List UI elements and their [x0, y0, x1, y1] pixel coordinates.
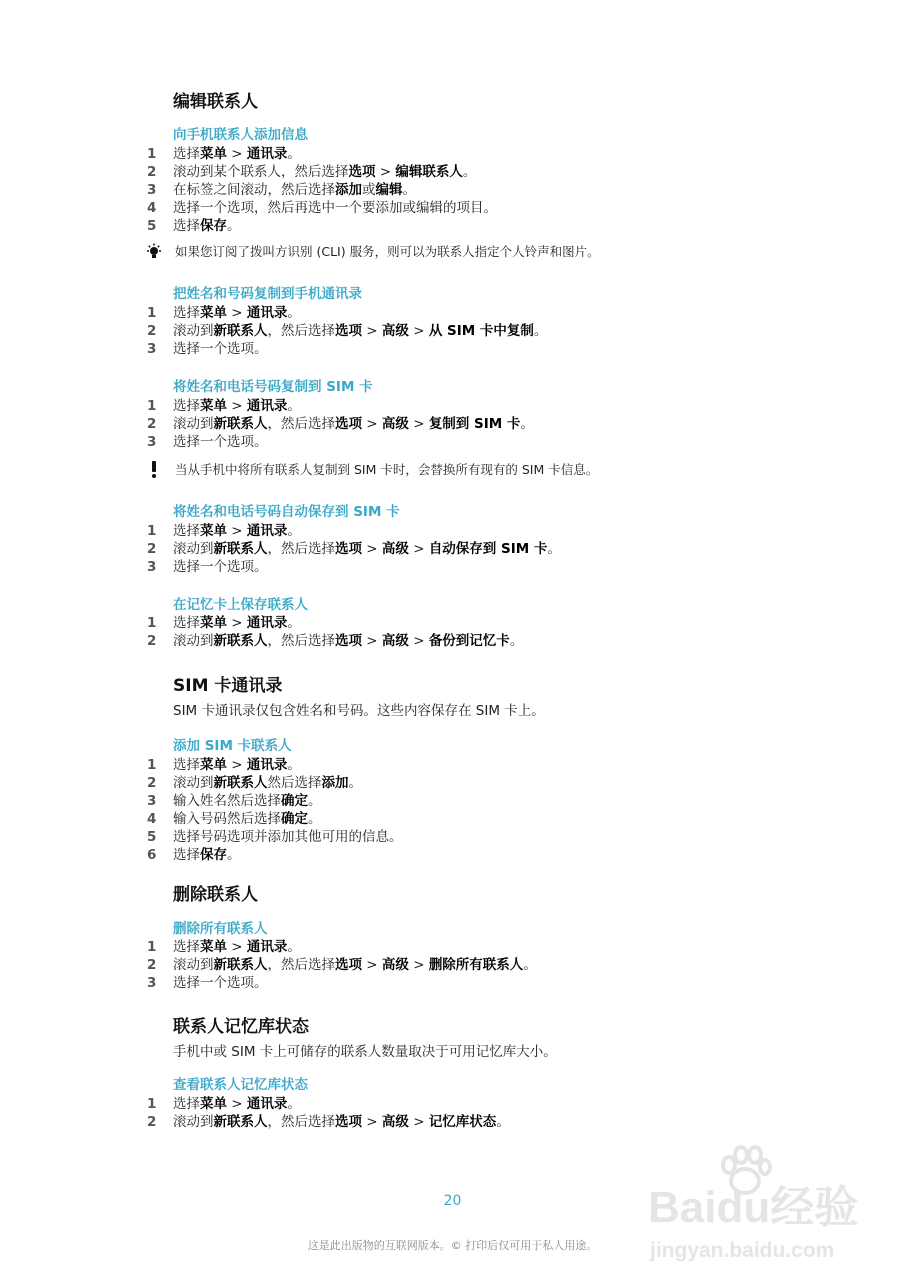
list-item — [0, 433, 905, 451]
step-number: 3 — [147, 434, 157, 450]
list-item — [0, 540, 905, 558]
subheading-copy-from-sim: 把姓名和号码复制到手机通讯录 — [173, 286, 362, 302]
step-number: 1 — [147, 146, 157, 162]
step-text: 选择菜单 > 通讯录。 — [173, 523, 301, 539]
list-item — [0, 322, 905, 340]
subheading-copy-to-sim: 将姓名和电话号码复制到 SIM 卡 — [173, 379, 373, 395]
list-item — [0, 397, 905, 415]
list-item — [0, 199, 905, 217]
list-item — [0, 145, 905, 163]
lightbulb-icon — [145, 243, 163, 261]
list-item — [0, 1095, 905, 1113]
step-number: 4 — [147, 811, 157, 827]
step-number: 3 — [147, 182, 157, 198]
step-text: 选择菜单 > 通讯录。 — [173, 305, 301, 321]
subheading-add-info: 向手机联系人添加信息 — [173, 127, 308, 143]
warning-note — [0, 460, 905, 480]
step-text: 滚动到新联系人，然后选择选项 > 高级 > 自动保存到 SIM 卡。 — [173, 541, 561, 557]
step-number: 4 — [147, 200, 157, 216]
step-text: 选择保存。 — [173, 218, 241, 234]
step-number: 2 — [147, 775, 157, 791]
subheading-check-memory: 查看联系人记忆库状态 — [173, 1077, 308, 1093]
subheading-auto-save: 将姓名和电话号码自动保存到 SIM 卡 — [173, 504, 400, 520]
warning-text: 当从手机中将所有联系人复制到 SIM 卡时，会替换所有现有的 SIM 卡信息。 — [175, 462, 599, 477]
step-number: 6 — [147, 847, 157, 863]
step-number: 1 — [147, 398, 157, 414]
section-title-edit: 编辑联系人 — [173, 92, 258, 112]
step-text: 选择菜单 > 通讯录。 — [173, 757, 301, 773]
exclamation-icon — [145, 461, 163, 479]
list-item — [0, 522, 905, 540]
subheading-delete-all: 删除所有联系人 — [173, 921, 268, 937]
step-text: 选择菜单 > 通讯录。 — [173, 615, 301, 631]
list-item — [0, 632, 905, 650]
list-item — [0, 558, 905, 576]
sim-description: SIM 卡通讯录仅包含姓名和号码。这些内容保存在 SIM 卡上。 — [173, 703, 545, 719]
step-text: 选择号码选项并添加其他可用的信息。 — [173, 829, 403, 845]
list-item — [0, 938, 905, 956]
step-number: 3 — [147, 975, 157, 991]
list-item — [0, 181, 905, 199]
step-text: 输入号码然后选择确定。 — [173, 811, 322, 827]
list-item — [0, 774, 905, 792]
subheading-memory-card: 在记忆卡上保存联系人 — [173, 597, 308, 613]
step-number: 2 — [147, 164, 157, 180]
step-number: 3 — [147, 559, 157, 575]
step-text: 滚动到某个联系人，然后选择选项 > 编辑联系人。 — [173, 164, 477, 180]
section-title-sim: SIM 卡通讯录 — [173, 676, 283, 696]
memory-description: 手机中或 SIM 卡上可储存的联系人数量取决于可用记忆库大小。 — [173, 1044, 557, 1060]
list-item — [0, 828, 905, 846]
list-item — [0, 956, 905, 974]
baidu-watermark — [640, 1143, 880, 1273]
footer-notice: 这是此出版物的互联网版本。© 打印后仅可用于私人用途。 — [307, 1239, 598, 1252]
step-text: 输入姓名然后选择确定。 — [173, 793, 322, 809]
step-number: 3 — [147, 341, 157, 357]
page-number: 20 — [443, 1193, 462, 1209]
step-text: 滚动到新联系人，然后选择选项 > 高级 > 删除所有联系人。 — [173, 957, 537, 973]
step-number: 1 — [147, 615, 157, 631]
list-item — [0, 1113, 905, 1131]
step-number: 2 — [147, 541, 157, 557]
step-text: 选择一个选项。 — [173, 975, 268, 991]
step-text: 在标签之间滚动，然后选择添加或编辑。 — [173, 182, 416, 198]
step-number: 3 — [147, 793, 157, 809]
step-number: 1 — [147, 305, 157, 321]
step-text: 选择保存。 — [173, 847, 241, 863]
section-title-memory: 联系人记忆库状态 — [173, 1017, 309, 1037]
step-text: 选择菜单 > 通讯录。 — [173, 1096, 301, 1112]
list-item — [0, 614, 905, 632]
step-text: 选择一个选项，然后再选中一个要添加或编辑的项目。 — [173, 200, 497, 216]
step-number: 2 — [147, 416, 157, 432]
subheading-add-sim: 添加 SIM 卡联系人 — [173, 738, 292, 754]
list-item — [0, 163, 905, 181]
step-number: 2 — [147, 957, 157, 973]
step-number: 1 — [147, 939, 157, 955]
tip-note — [0, 242, 905, 262]
list-item — [0, 415, 905, 433]
list-item — [0, 304, 905, 322]
step-text: 滚动到新联系人，然后选择选项 > 高级 > 从 SIM 卡中复制。 — [173, 323, 548, 339]
step-text: 滚动到新联系人，然后选择选项 > 高级 > 复制到 SIM 卡。 — [173, 416, 534, 432]
step-text: 选择一个选项。 — [173, 434, 268, 450]
list-item — [0, 974, 905, 992]
step-number: 5 — [147, 829, 157, 845]
step-text: 选择菜单 > 通讯录。 — [173, 939, 301, 955]
list-item — [0, 340, 905, 358]
step-text: 选择菜单 > 通讯录。 — [173, 146, 301, 162]
step-number: 2 — [147, 633, 157, 649]
step-text: 滚动到新联系人然后选择添加。 — [173, 775, 362, 791]
step-number: 5 — [147, 218, 157, 234]
section-title-delete: 删除联系人 — [173, 885, 258, 905]
list-item — [0, 217, 905, 235]
watermark-main: Baidu经验 — [648, 1183, 859, 1232]
step-text: 选择菜单 > 通讯录。 — [173, 398, 301, 414]
step-text: 选择一个选项。 — [173, 341, 268, 357]
step-text: 选择一个选项。 — [173, 559, 268, 575]
step-text: 滚动到新联系人，然后选择选项 > 高级 > 备份到记忆卡。 — [173, 633, 524, 649]
list-item — [0, 846, 905, 864]
list-item — [0, 810, 905, 828]
step-number: 2 — [147, 1114, 157, 1130]
tip-text: 如果您订阅了拨叫方识别 (CLI) 服务，则可以为联系人指定个人铃声和图片。 — [175, 244, 600, 259]
step-number: 1 — [147, 523, 157, 539]
step-number: 2 — [147, 323, 157, 339]
list-item — [0, 792, 905, 810]
step-number: 1 — [147, 757, 157, 773]
step-number: 1 — [147, 1096, 157, 1112]
watermark-sub: jingyan.baidu.com — [650, 1239, 835, 1262]
step-text: 滚动到新联系人，然后选择选项 > 高级 > 记忆库状态。 — [173, 1114, 510, 1130]
list-item — [0, 756, 905, 774]
